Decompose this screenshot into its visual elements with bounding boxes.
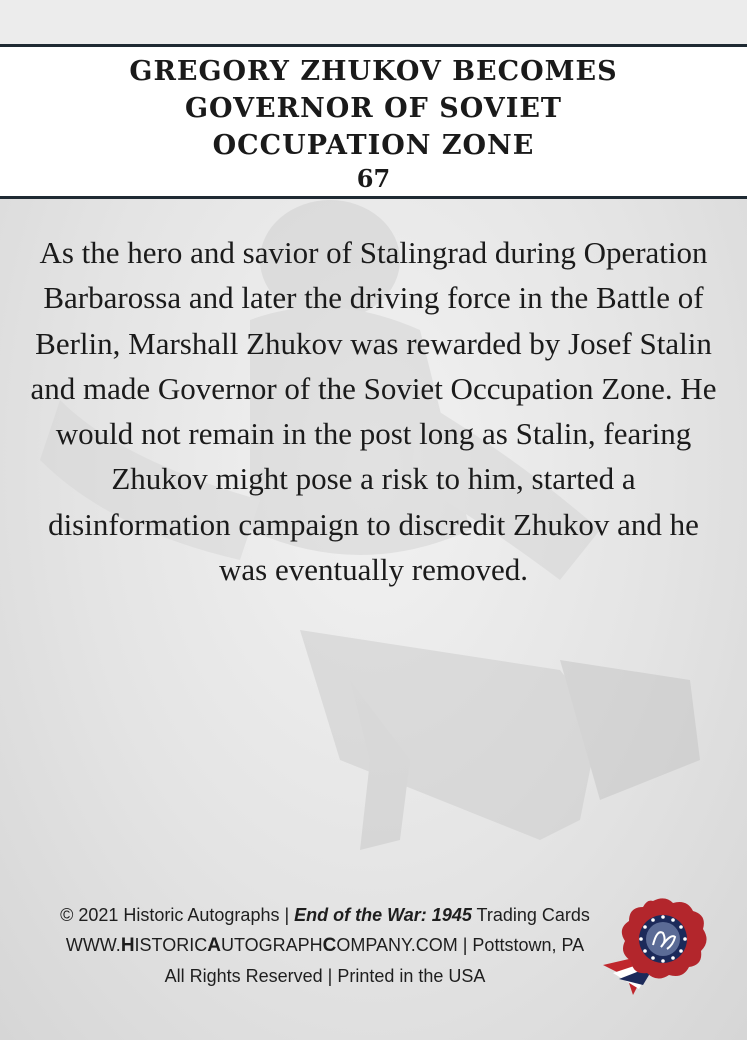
set-name: End of the War: 1945	[294, 905, 472, 925]
card-title: GREGORY ZHUKOV BECOMES GOVERNOR OF SOVIET OCCUPATION ZONE	[129, 56, 618, 161]
footer-line-website	[30, 930, 620, 961]
top-border-strip	[0, 0, 747, 44]
card-header	[0, 44, 747, 199]
website-cap-h: H	[120, 935, 135, 956]
footer-line-copyright	[30, 900, 620, 930]
location-text: | Pottstown, PA	[457, 935, 585, 955]
copyright-footer	[30, 900, 620, 991]
historic-autographs-seal-icon	[593, 893, 713, 1003]
website-part-istoric: ISTORIC	[134, 935, 208, 955]
card-description: As the hero and savior of Stalingrad during Operation Barbarossa and later the driving force in the Battle of Berlin, Marshall Zhukov was rewarded by Josef Stalin and made Governor of the Soviet Occupation Zone. He would not remain in the post long as Stalin, fearing Zhukov might pose a risk to him, started a disinformation campaign to discredit Zhukov and he was eventually removed.	[30, 235, 717, 588]
website-cap-c: C	[322, 935, 337, 956]
card-number: 67	[356, 164, 391, 193]
website-part-ompany: OMPANY.COM	[336, 935, 458, 955]
copyright-text: © 2021 Historic Autographs |	[60, 905, 295, 925]
website-www: WWW.	[65, 935, 121, 955]
website-part-utograph: UTOGRAPH	[220, 935, 323, 955]
footer-line-rights: All Rights Reserved | Printed in the USA	[164, 966, 486, 986]
trading-cards-text: Trading Cards	[471, 905, 590, 925]
website-cap-a: A	[207, 935, 221, 956]
